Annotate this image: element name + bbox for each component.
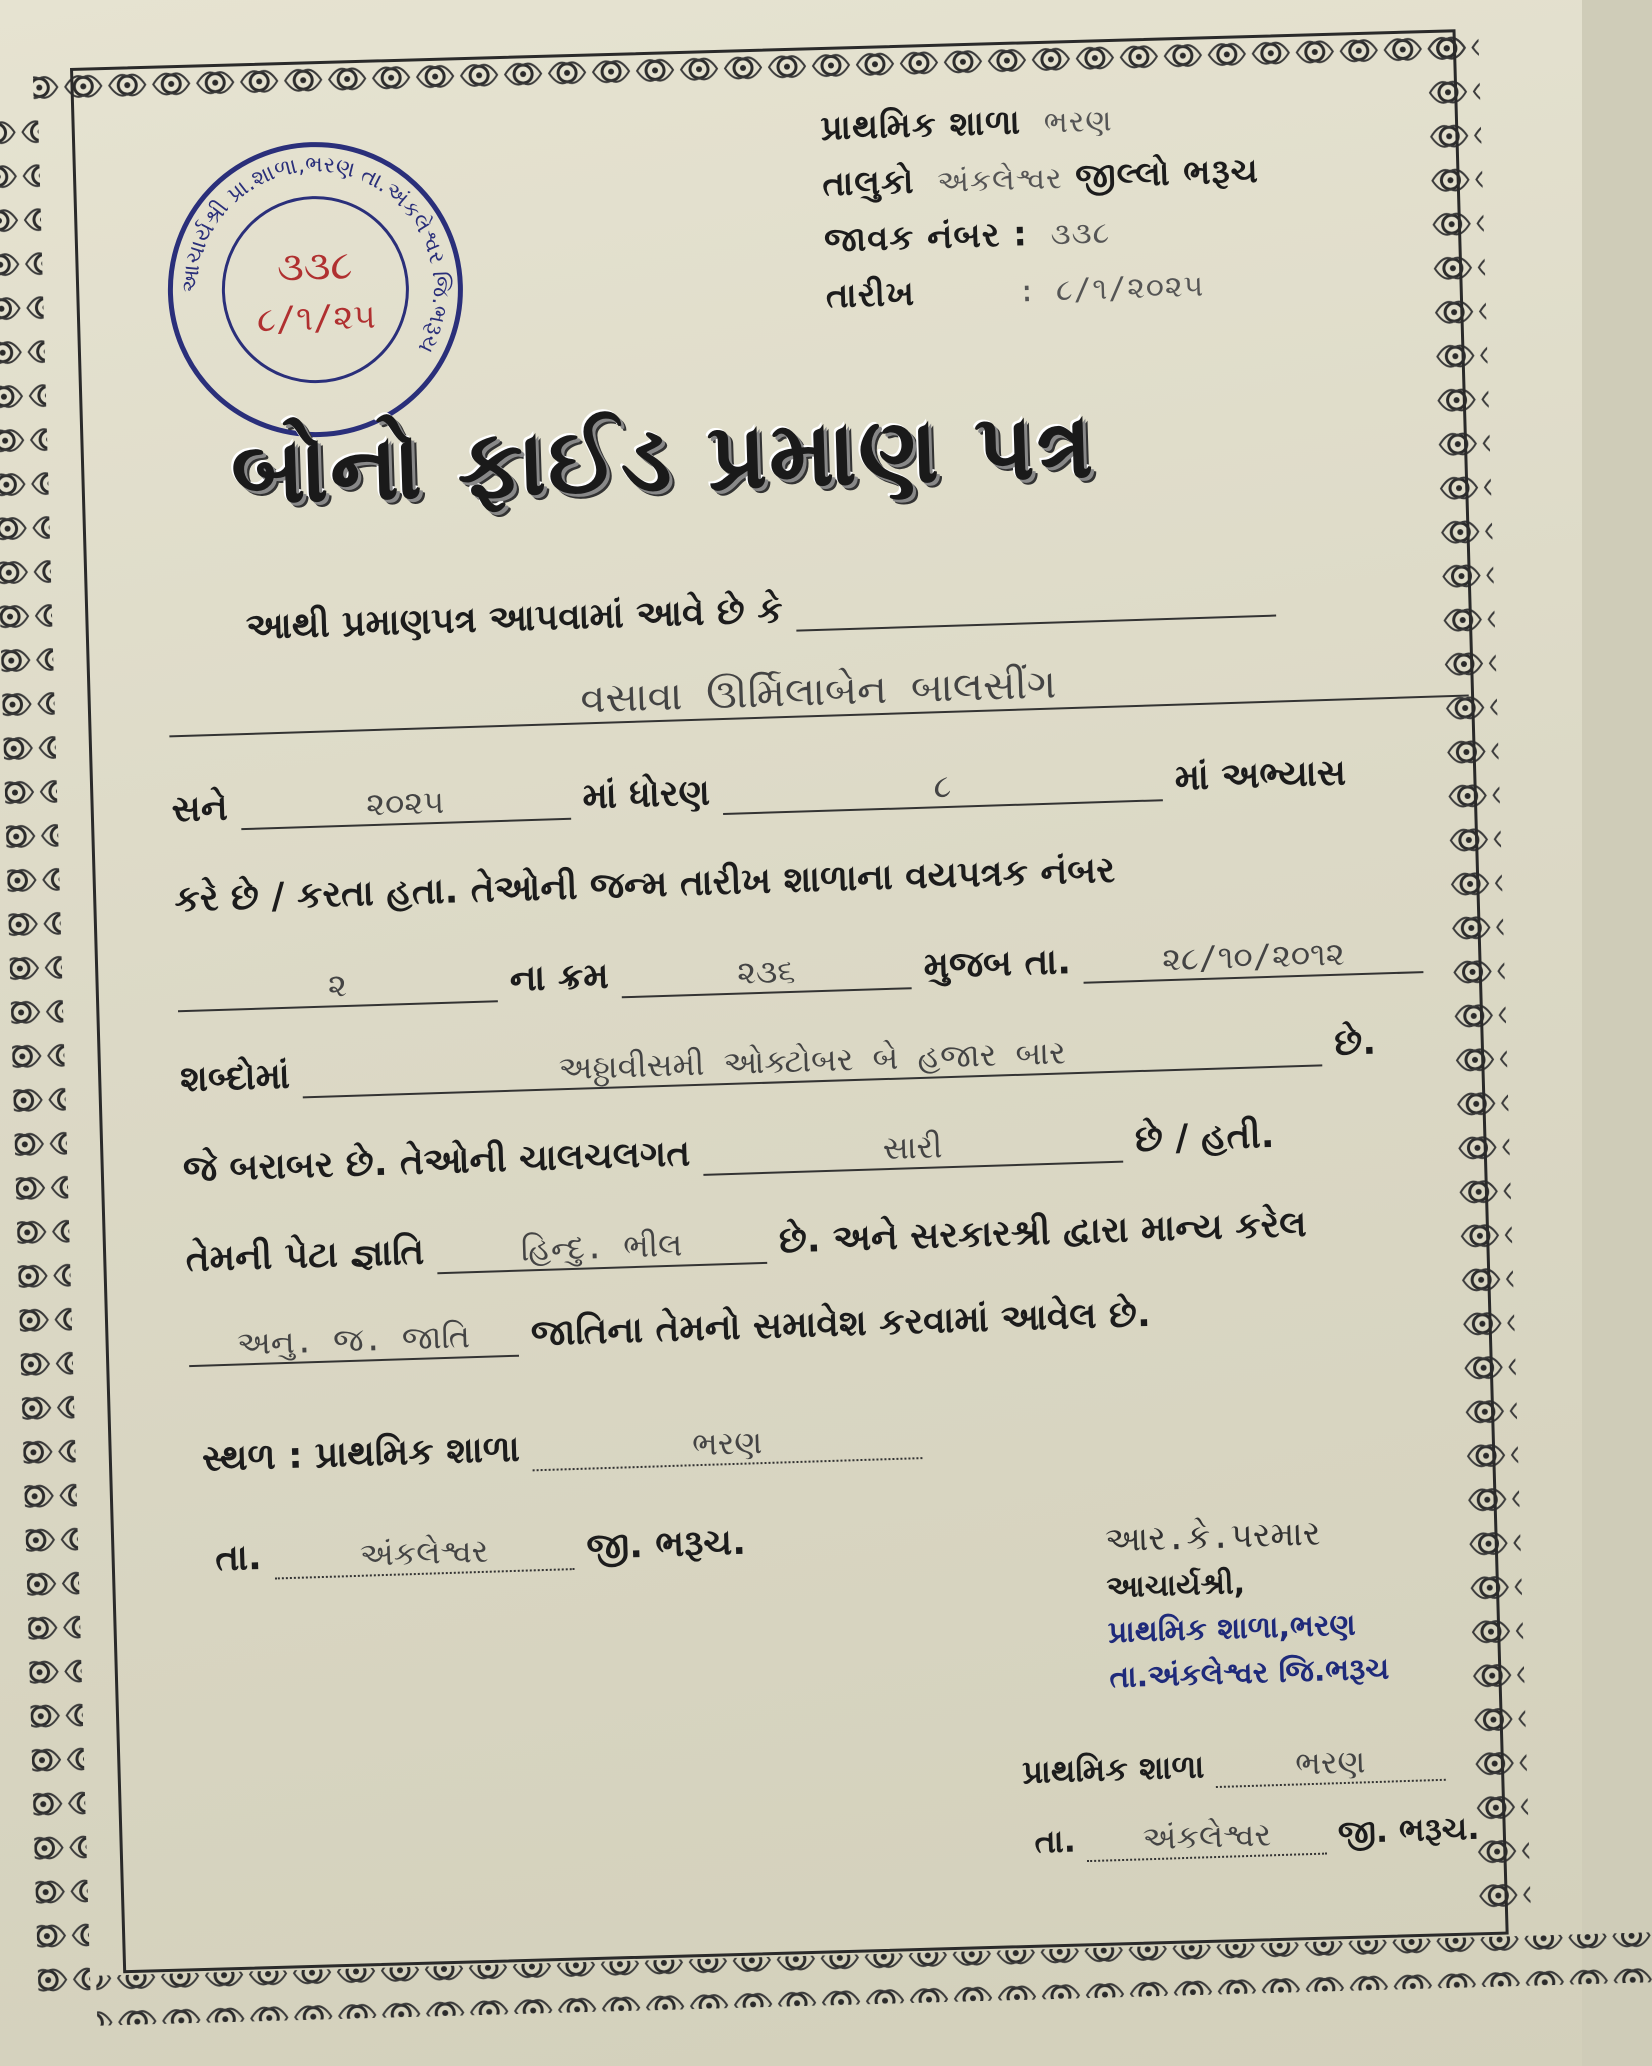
signature-ta-label: તા. bbox=[1033, 1821, 1077, 1861]
stamp-number: ૩૩૮ bbox=[276, 242, 354, 291]
school-stamp bbox=[156, 130, 476, 450]
body-line-8 bbox=[185, 1204, 1307, 1282]
body-line-4-text: કરે છે / કરતા હતા. તેઓની જન્મ તારીખ શાળાના વયપત્રક નંબર bbox=[173, 849, 1116, 921]
stamp-ring-text: આચાર્યશ્રી પ્રા.શાળા,ભરણ તા.અંકલેશ્વર જિ.ભરૂચ bbox=[177, 152, 453, 357]
intro-text: આથી પ્રમાણપત્ર આપવામાં આવે છે કે bbox=[245, 590, 784, 648]
header-school-label: પ્રાથમિક શાળા bbox=[819, 102, 1022, 149]
header-taluka-value: અંકલેશ્વર bbox=[936, 161, 1064, 200]
header-taluka-row bbox=[822, 151, 1260, 205]
category-value: અનુ. જ. જાતિ bbox=[188, 1316, 519, 1367]
taluka-row bbox=[215, 1522, 747, 1582]
ta-value: અંકલેશ્વર bbox=[274, 1529, 575, 1579]
body-line-9-text: જાતિના તેમનો સમાવેશ કરવામાં આવેલ છે. bbox=[530, 1293, 1152, 1355]
body-line-8-text: છે. અને સરકારશ્રી દ્વારા માન્ય કરેલ bbox=[778, 1203, 1308, 1262]
body-line-5 bbox=[177, 930, 1424, 1012]
signature-stamp-line-1: પ્રાથમિક શાળા,ભરણ bbox=[1107, 1607, 1357, 1651]
conduct-value: સારી bbox=[702, 1122, 1123, 1176]
blank-line bbox=[795, 577, 1276, 632]
conduct-label: જે બરાબર છે. તેઓની ચાલચલગત bbox=[182, 1133, 691, 1191]
student-name-row bbox=[168, 649, 1469, 738]
register-no-value: ૨ bbox=[177, 961, 498, 1012]
ta-label: તા. bbox=[214, 1536, 263, 1580]
body-line-1 bbox=[245, 575, 1275, 649]
body-line-4 bbox=[174, 850, 1116, 922]
serial-no-value: ૨૩૬ bbox=[621, 948, 912, 998]
signature-school-row bbox=[1022, 1740, 1446, 1794]
words-end: છે. bbox=[1333, 1021, 1377, 1064]
certificate-content bbox=[140, 76, 1595, 1879]
certificate-title: બોનો ફાઈડ પ્રમાણ પત્ર bbox=[229, 390, 1097, 526]
signature-school-value: ભરણ bbox=[1215, 1740, 1446, 1788]
signature-role: આચાર્યશ્રી, bbox=[1106, 1566, 1246, 1606]
header-school-row bbox=[820, 99, 1113, 148]
studying-label: માં અભ્યાસ bbox=[1174, 752, 1347, 799]
signature-block bbox=[1104, 1512, 1390, 1706]
signature-ta-value: અંકલેશ્વર bbox=[1086, 1814, 1327, 1863]
words-label: શબ્દોમાં bbox=[179, 1055, 291, 1101]
dist-label: જી. ભરૂચ. bbox=[585, 1521, 747, 1568]
place-row bbox=[201, 1416, 922, 1482]
body-line-7 bbox=[182, 1115, 1275, 1192]
stamp-date: ૮/૧/૨૫ bbox=[256, 296, 377, 341]
as-per-label: મુજબ તા. bbox=[922, 941, 1072, 987]
student-name-value: વસાવા ઊર્મિલાબેન બાલસીંગ bbox=[168, 649, 1469, 738]
words-value: અઠ્ઠાવીસમી ઓક્ટોબર બે હજાર બાર bbox=[302, 1025, 1323, 1098]
body-line-3 bbox=[171, 752, 1347, 832]
signature-school-label: પ્રાથમિક શાળા bbox=[1021, 1747, 1205, 1792]
caste-value: હિન્દુ. ભીલ bbox=[436, 1223, 767, 1274]
body-line-6 bbox=[180, 1022, 1377, 1103]
header-outward-label: જાવક નંબર : bbox=[823, 214, 1029, 261]
place-label: સ્થળ : પ્રાથમિક શાળા bbox=[201, 1428, 521, 1480]
std-value: ૮ bbox=[722, 760, 1163, 815]
signature-handwritten: આર.કે.પરમાર bbox=[1104, 1513, 1321, 1561]
in-std-label: માં ધોરણ bbox=[581, 772, 711, 818]
year-value: ૨૦૨૫ bbox=[240, 779, 571, 830]
signature-stamp-line-2: તા.અંકલેશ્વર જિ.ભરૂચ bbox=[1108, 1651, 1390, 1696]
header-district-label: જીલ્લો ભરૂચ bbox=[1074, 150, 1260, 197]
header-date-value: : ૮/૧/૨૦૨૫ bbox=[1017, 268, 1205, 310]
header-taluka-label: તાલુકો bbox=[821, 161, 916, 205]
signature-dist-label: જી. ભરૂચ. bbox=[1337, 1808, 1481, 1852]
header-date-label: તારીખ bbox=[825, 273, 916, 317]
conduct-end: છે / હતી. bbox=[1134, 1114, 1276, 1161]
header-outward-value: ૩૩૮ bbox=[1050, 215, 1111, 253]
place-value: ભરણ bbox=[532, 1418, 923, 1471]
header-outward-row bbox=[823, 212, 1110, 261]
caste-label: તેમની પેટા જ્ઞાતિ bbox=[185, 1231, 425, 1281]
serial-label: ના ક્રમ bbox=[509, 955, 610, 1000]
body-line-9 bbox=[188, 1294, 1151, 1367]
header-date-row bbox=[825, 265, 1204, 317]
header-school-value: ભરણ bbox=[1043, 103, 1113, 141]
birth-date-value: ૨૮/૧૦/૨૦૧૨ bbox=[1083, 932, 1424, 984]
since-label: સને bbox=[171, 787, 229, 831]
